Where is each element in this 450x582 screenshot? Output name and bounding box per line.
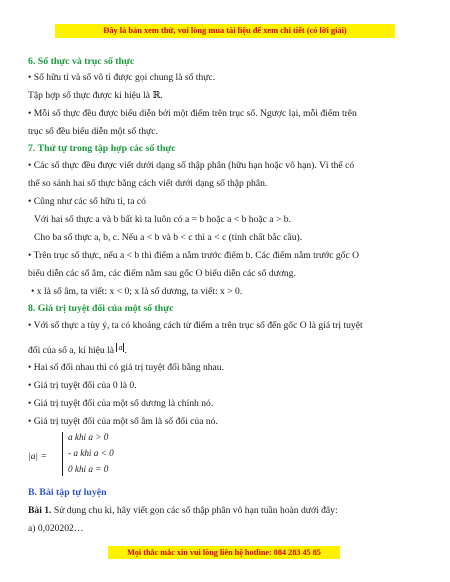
s7-line-6: • Trên trục số thực, nếu a < b thì điểm a nằm trước điểm b. Các điểm nằm trước gốc O (28, 250, 360, 261)
s7-line-8: • x là số âm, ta viết: x < 0; x là số dương, ta viết: x > 0. (31, 286, 243, 297)
section-8-title: 8. Giá trị tuyệt đối của một số thực (28, 303, 174, 314)
s7-line-4: Với hai số thực a và b bất kì ta luôn có a = b hoặc a < b hoặc a > b. (34, 214, 291, 225)
s6-line-2: Tập hợp số thực được kí hiệu là ℝ. (28, 90, 163, 101)
preview-banner-text: Đây là bản xem thử, vui lòng mua tài liệu để xem chi tiết (có lời giải) (103, 26, 347, 35)
section-6-title: 6. Số thực và trục số thực (28, 56, 135, 67)
exercise-1-label: Bài 1. (28, 505, 52, 516)
s8-line-1: • Với số thực a tùy ý, ta có khoảng cách từ điểm a trên trục số đến gốc O là giá trị tuyệt (28, 320, 363, 331)
s8-line-2-text: đối của số a, kí hiệu là (28, 345, 115, 356)
s7-line-2: thể so sánh hai số thực bằng cách viết dưới dạng số thập phân. (28, 178, 268, 189)
abs-a-symbol: a (118, 343, 123, 352)
abs-formula-cases (62, 432, 122, 478)
case-zero: 0 khi a = 0 (68, 464, 109, 474)
exercise-1a: a) 0,020202… (28, 523, 84, 534)
s6-line-1: • Số hữu tỉ và số vô tỉ được gọi chung là số thực. (28, 72, 216, 83)
section-7-title: 7. Thứ tự trong tập hợp các số thực (28, 143, 176, 154)
case-positive: a khi a > 0 (68, 432, 109, 442)
abs-formula-lhs: |a| = (28, 451, 47, 462)
s8-line-4: • Giá trị tuyệt đối của 0 là 0. (28, 380, 137, 391)
preview-banner (55, 24, 395, 38)
s8-line-5: • Giá trị tuyệt đối của một số dương là chính nó. (28, 398, 214, 409)
s7-line-3: • Cũng như các số hữu tỉ, ta có (28, 196, 146, 207)
hotline-banner (108, 546, 340, 559)
exercise-1-text: Sử dụng chu kì, hãy viết gọn các số thập phân vô hạn tuần hoàn dưới đây: (51, 505, 338, 516)
case-negative: - a khi a < 0 (68, 448, 114, 458)
hotline-banner-text: Mọi thắc mắc xin vui lòng liên hệ hotline: 084 283 45 85 (127, 548, 321, 557)
s7-line-5: Cho ba số thực a, b, c. Nếu a < b và b < c thì a < c (tính chất bắc cầu). (34, 232, 303, 243)
s8-line-3: • Hai số đối nhau thì có giá trị tuyệt đối bằng nhau. (28, 362, 224, 373)
s6-line-3: • Mỗi số thực đều được biểu diễn bởi một điểm trên trục số. Ngược lại, mỗi điểm trên (28, 108, 357, 119)
s7-line-1: • Các số thực đều được viết dưới dạng số thập phân (hữu hạn hoặc vô hạn). Vì thế có (28, 160, 355, 171)
s8-line-6: • Giá trị tuyệt đối của một số âm là số đối của nó. (28, 416, 218, 427)
part-b-title: B. Bài tập tự luyện (28, 487, 107, 498)
s7-line-7: biểu diễn các số âm, các điểm nằm sau gốc O biểu diễn các số dương. (28, 268, 296, 279)
s8-line-2: đối của số a, kí hiệu là a . (28, 343, 127, 356)
exercise-1 (28, 505, 338, 517)
s6-line-4: trục số đều biểu diễn một số thực. (28, 126, 158, 137)
